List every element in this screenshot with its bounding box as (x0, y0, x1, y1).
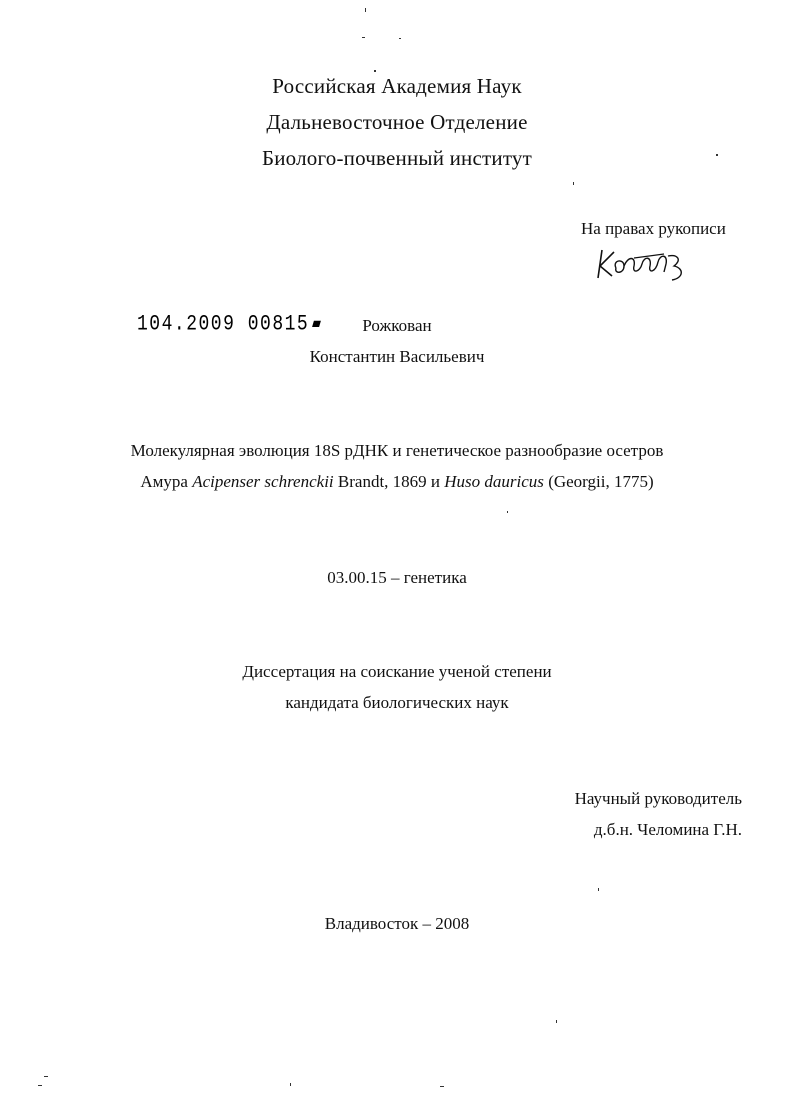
institute-name: Биолого-почвенный институт (261, 146, 533, 170)
scan-speck (507, 511, 508, 513)
branch-name: Дальневосточное Отделение (266, 110, 528, 134)
specialty-code: 03.00.15 – генетика (327, 568, 467, 587)
degree-line-2: кандидата биологических наук (285, 693, 509, 712)
author-surname: Рожкован (362, 316, 432, 335)
species-2-name: Huso dauricus (444, 472, 544, 491)
supervisor-name: д.б.н. Челомина Г.Н. (593, 820, 742, 839)
scan-speck (290, 1083, 291, 1086)
scan-speck (440, 1086, 444, 1087)
archive-number-text: 104.2009 00815 (137, 312, 310, 337)
scan-speck (38, 1085, 42, 1086)
scan-speck (556, 1020, 557, 1023)
title-prefix: Амура (140, 472, 193, 491)
species-2-authority: (Georgii, 1775) (543, 472, 654, 491)
scan-speck (598, 888, 599, 891)
signature (594, 242, 694, 286)
supervisor-label: Научный руководитель (574, 789, 742, 808)
scan-speck (365, 8, 366, 12)
species-1-name: Acipenser schrenckii (192, 472, 334, 491)
title-line-2 (0, 472, 794, 492)
scan-speck (399, 38, 401, 39)
author-given-names: Константин Васильевич (309, 347, 485, 366)
scan-speck (44, 1076, 48, 1077)
manuscript-note: На правах рукописи (581, 219, 726, 238)
degree-line-1: Диссертация на соискание ученой степени (242, 662, 552, 681)
scan-speck (374, 70, 376, 72)
academy-name: Российская Академия Наук (272, 74, 522, 98)
title-line-1: Молекулярная эволюция 18S рДНК и генетическое разнообразие осетров (130, 441, 664, 460)
place-year: Владивосток – 2008 (324, 914, 470, 933)
scan-speck (573, 182, 574, 185)
scan-speck (362, 37, 365, 38)
species-1-authority: Brandt, 1869 и (333, 472, 445, 491)
